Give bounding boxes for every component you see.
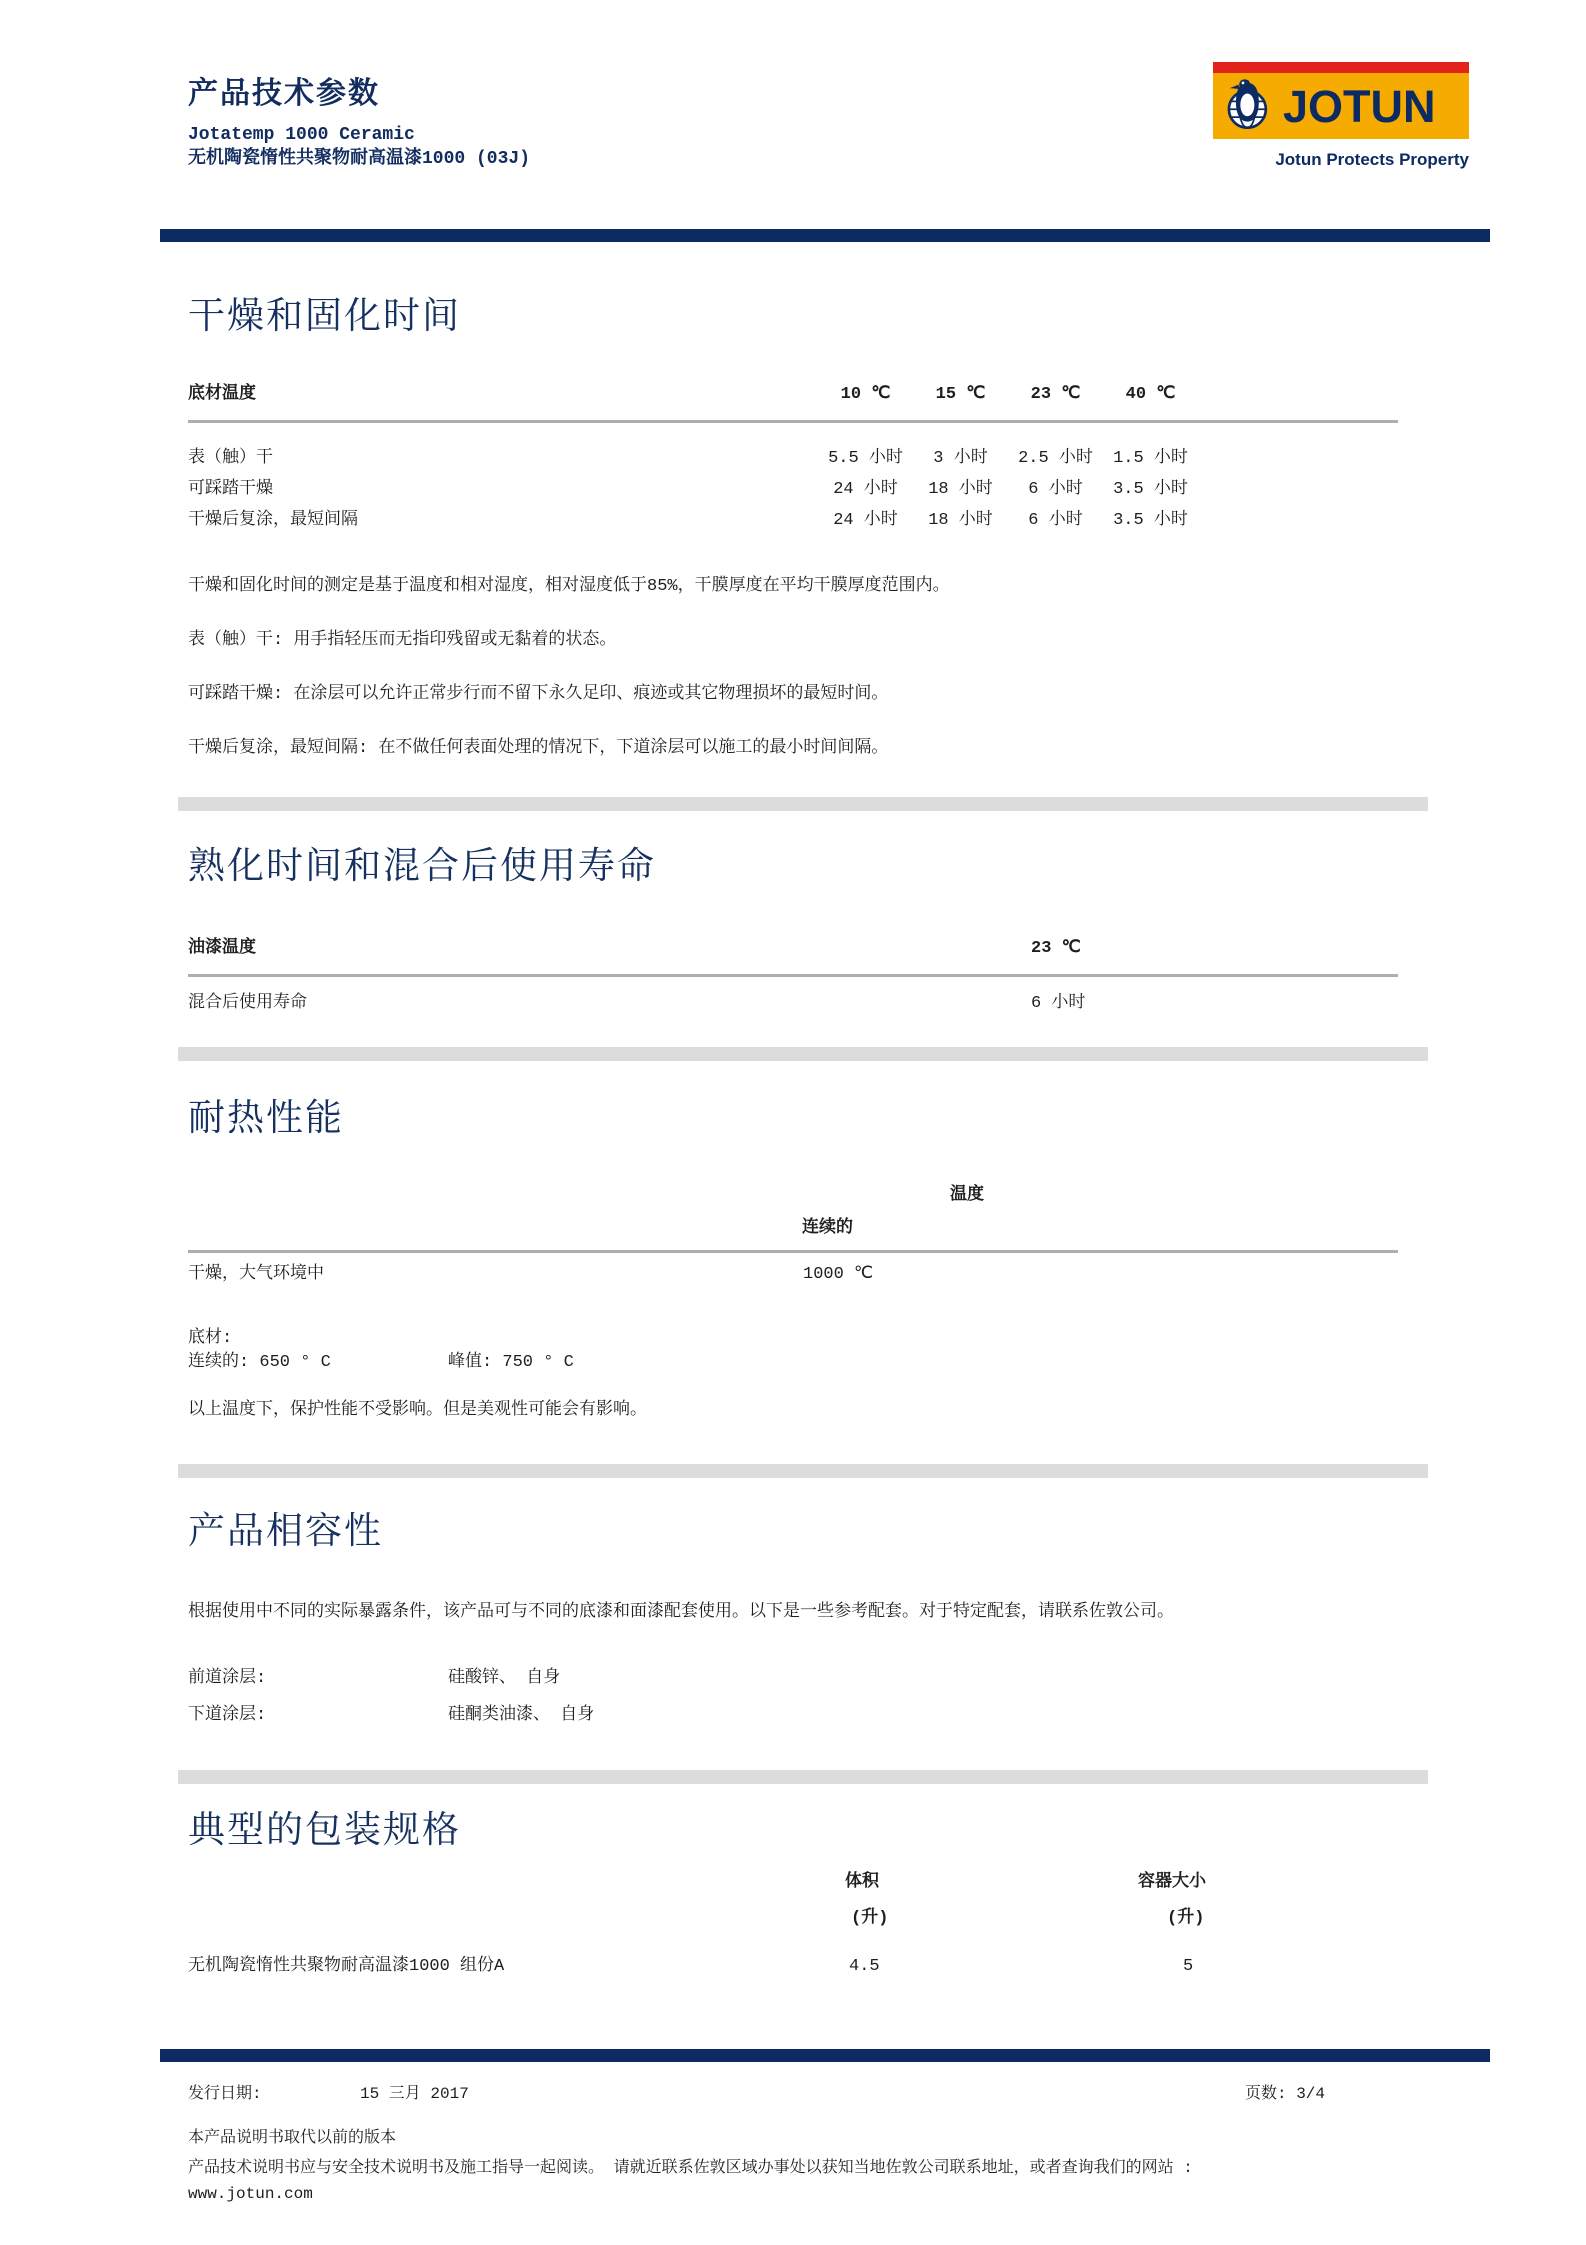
drying-notes [188,576,1428,792]
page-number: 页数: 3/4 [1245,2085,1326,2103]
drying-table-body [188,448,1398,541]
cell: 6 小时 [1028,480,1083,499]
row-label: 可踩踏干燥 [188,480,273,499]
compat-intro: 根据使用中不同的实际暴露条件，该产品可与不同的底漆和面漆配套使用。以下是一些参考配套。对于特定配套，请联系佐敦公司。 [188,1603,1174,1622]
cell: 18 小时 [928,480,993,499]
cell: 3.5 小时 [1113,511,1188,530]
packaging-col2-unit: (升) [1167,1909,1205,1928]
drying-table-header [188,384,1398,405]
table-row [188,479,1398,510]
issue-date-value: 15 三月 2017 [360,2085,469,2103]
row-label: 前道涂层: [188,1669,267,1688]
heat-sub-header: 连续的 [802,1219,853,1238]
section-title-packaging: 典型的包装规格 [188,1812,461,1854]
table-rule [188,1250,1398,1253]
compat-row [188,1705,1398,1726]
logo-red-strip [1213,62,1469,73]
potlife-col-header: 油漆温度 [188,939,256,958]
packaging-col1-unit: (升) [851,1909,889,1928]
header-bar [160,229,1490,242]
packaging-col1-title: 体积 [845,1873,879,1892]
jotun-wordmark: JOTUN [1283,80,1436,132]
footer-note-read-with: 产品技术说明书应与安全技术说明书及施工指导一起阅读。 请就近联系佐敦区域办事处以获知当地佐敦公司联系地址，或者查询我们的网站 : [188,2159,1193,2177]
cell: 1000 ℃ [803,1265,874,1284]
packaging-size: 5 [1183,1957,1194,1976]
substrate-continuous: 连续的: 650 ° C [188,1353,331,1372]
substrate-values [188,1352,1398,1373]
row-label: 混合后使用寿命 [188,994,307,1013]
section-title-potlife: 熟化时间和混合后使用寿命 [188,848,656,890]
penguin-globe-icon [1221,75,1279,138]
note-paragraph: 表（触）干: 用手指轻压而无指印残留或无黏着的状态。 [188,631,617,650]
section-divider [178,1770,1428,1784]
footer-note-supersedes: 本产品说明书取代以前的版本 [188,2129,397,2147]
section-title-heat: 耐热性能 [188,1100,344,1142]
row-label: 表（触）干 [188,449,273,468]
compat-row [188,1668,1398,1689]
issue-date-label: 发行日期: [188,2085,262,2103]
heat-row [188,1264,1398,1285]
cell: 3.5 小时 [1113,480,1188,499]
packaging-col2-title: 容器大小 [1138,1873,1206,1892]
section-title-drying: 干燥和固化时间 [188,298,461,340]
section-title-compat: 产品相容性 [188,1513,383,1555]
substrate-peak: 峰值: 750 ° C [448,1353,574,1372]
table-row [188,448,1398,479]
note-paragraph: 干燥后复涂，最短间隔: 在不做任何表面处理的情况下，下道涂层可以施工的最小时间间隔。 [188,739,889,758]
temp-col-23: 23 ℃ [1030,385,1081,404]
heat-note: 以上温度下，保护性能不受影响。但是美观性可能会有影响。 [188,1401,647,1420]
temp-col-15: 15 ℃ [935,385,986,404]
cell: 24 小时 [833,480,898,499]
potlife-table-header [188,938,1398,959]
section-divider [178,797,1428,811]
table-rule [188,420,1398,423]
cell: 5.5 小时 [828,449,903,468]
temp-col-10: 10 ℃ [840,385,891,404]
cell: 硅酸锌、 自身 [448,1669,561,1688]
cell: 24 小时 [833,511,898,530]
row-label: 干燥，大气环境中 [188,1265,324,1284]
row-label: 下道涂层: [188,1706,267,1725]
section-divider [178,1047,1428,1061]
packaging-volume: 4.5 [849,1957,880,1976]
note-paragraph: 干燥和固化时间的测定是基于温度和相对湿度，相对湿度低于85%，干膜厚度在平均干膜厚度范围内。 [188,577,950,596]
jotun-logo [1213,62,1469,139]
note-paragraph: 可踩踏干燥: 在涂层可以允许正常步行而不留下永久足印、痕迹或其它物理损坏的最短时间。 [188,685,889,704]
temp-col-40: 40 ℃ [1125,385,1176,404]
product-subtitle: 无机陶瓷惰性共聚物耐高温漆1000 (03J) [188,149,531,169]
cell: 6 小时 [1031,994,1086,1013]
cell: 硅酮类油漆、 自身 [448,1706,595,1725]
footer-website: www.jotun.com [188,2185,313,2203]
row-label: 干燥后复涂，最短间隔 [188,511,358,530]
cell: 3 小时 [933,449,988,468]
substrate-label: 底材: [188,1329,233,1348]
section-divider [178,1464,1428,1478]
footer-bar [160,2049,1490,2062]
potlife-row [188,993,1398,1014]
cell: 6 小时 [1028,511,1083,530]
product-name: Jotatemp 1000 Ceramic [188,125,415,145]
drying-col-header: 底材温度 [188,385,256,404]
table-row [188,510,1398,541]
packaging-row-label: 无机陶瓷惰性共聚物耐高温漆1000 组份A [188,1957,505,1976]
cell: 2.5 小时 [1018,449,1093,468]
potlife-col-temp: 23 ℃ [1031,939,1081,958]
heat-group-header: 温度 [950,1186,984,1205]
cell: 18 小时 [928,511,993,530]
table-rule [188,974,1398,977]
page-title: 产品技术参数 [188,79,380,113]
cell: 1.5 小时 [1113,449,1188,468]
jotun-tagline: Jotun Protects Property [1275,150,1469,169]
